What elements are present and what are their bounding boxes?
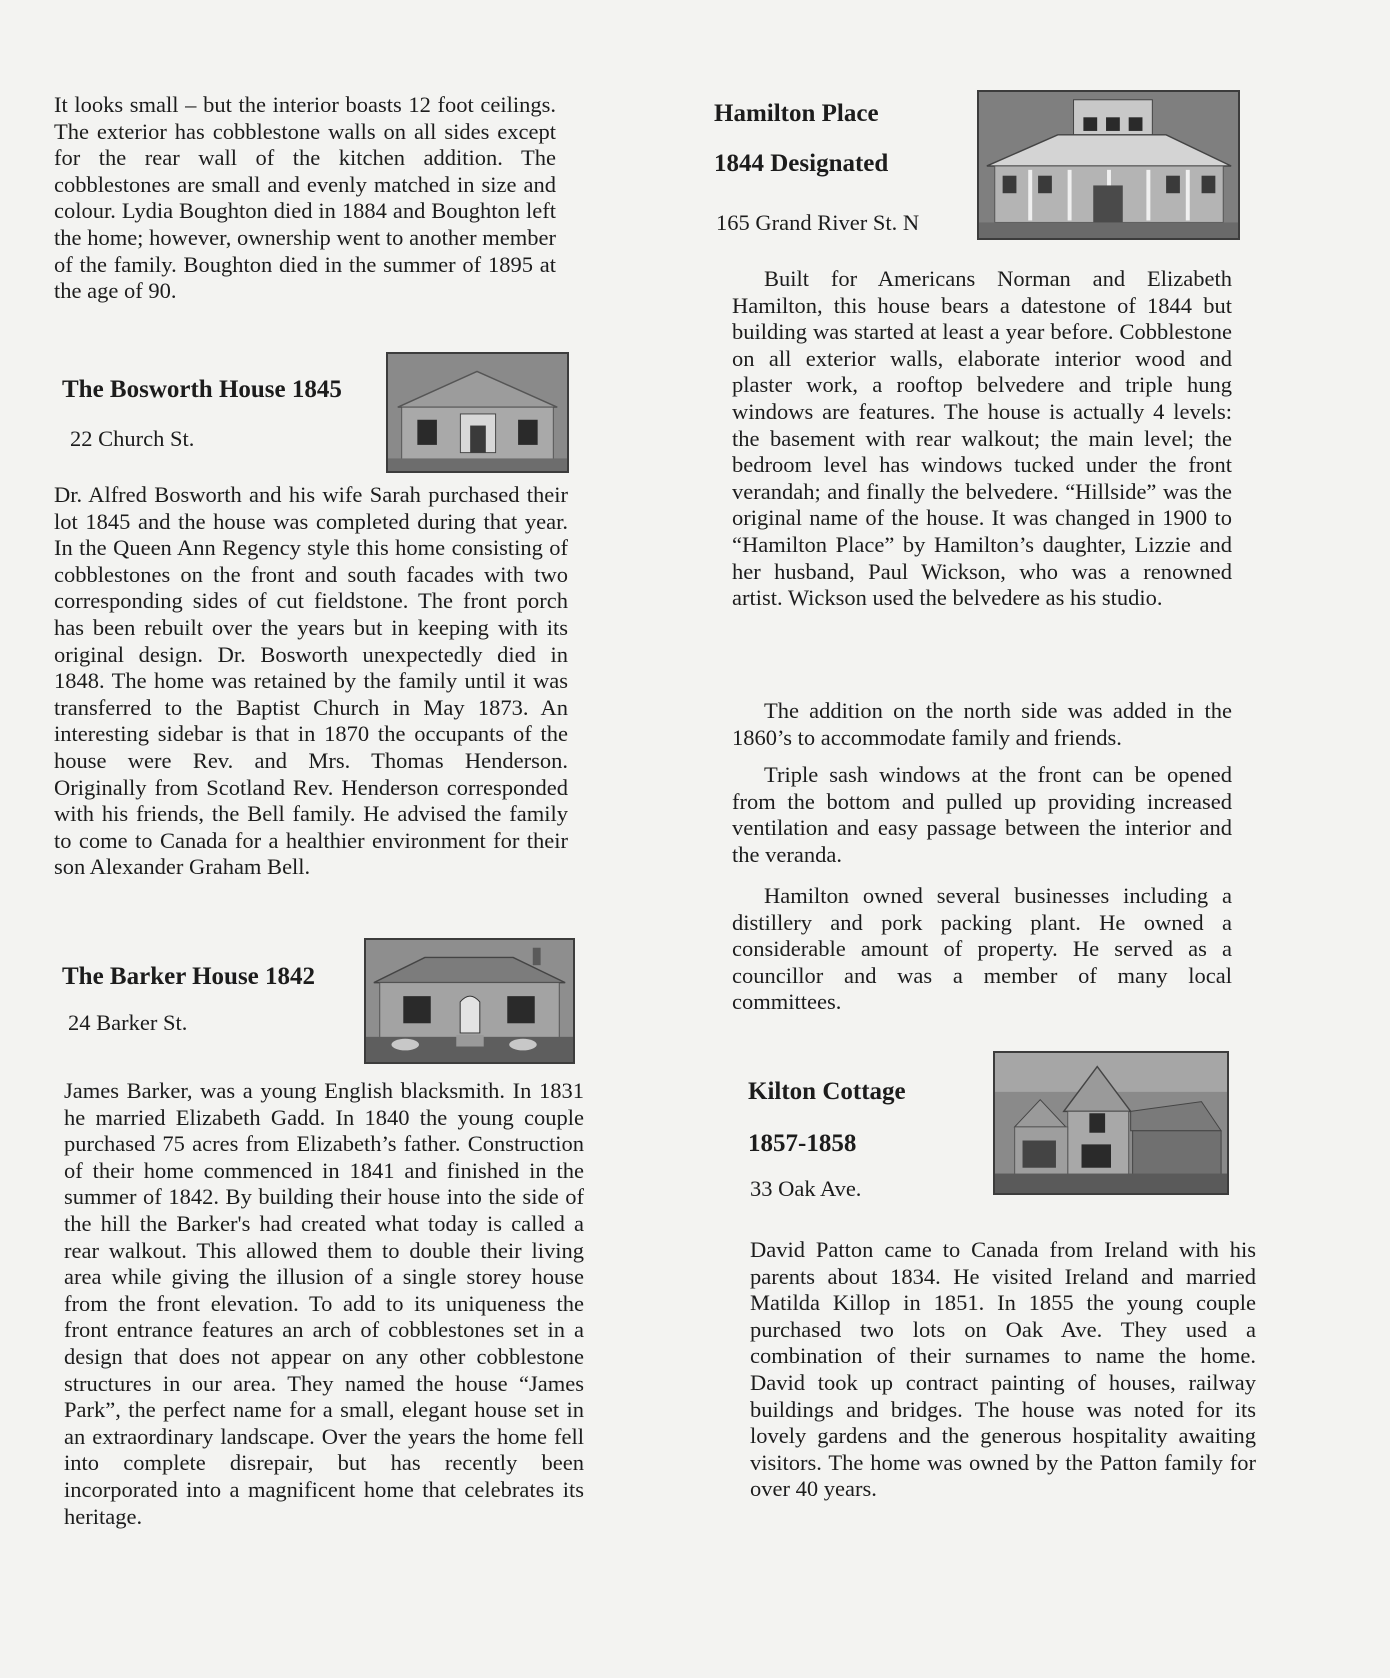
kilton-paragraph: David Patton came to Canada from Ireland with his parents about 1834. He visited Ireland and married Matilda Killop in 1851. In 1855 the young couple purchased two lots on Oak Ave. They used a combination of their surnames to name the home. David took up contract painting of houses, railway buildings and bridges. The house was noted for its lovely gardens and the generous hospitality awaiting visitors. The home was owned by the Patton family for over 40 years. — [750, 1237, 1256, 1502]
hamilton-place-photo — [977, 90, 1240, 240]
barker-paragraph: James Barker, was a young English blacksmith. In 1831 he married Elizabeth Gadd. In 1840 the young couple purchased 75 acres from Elizabeth’s father. Construction of their home commenced in 1841 and finished in the summer of 1842. By building their house into the side of the hill the Barker's had created what today is called a rear walkout. This allowed them to double their living area while giving the illusion of a single storey house from the front elevation. To add to its uniqueness the front entrance features an arch of cobblestones set in a design that does not appear on any other cobblestone structures in our area. They named the house “James Park”, the perfect name for a small, elegant house set in an extraordinary landscape. Over the years the home fell into complete disrepair, but has recently been incorporated into a magnificent home that celebrates its heritage. — [64, 1078, 584, 1529]
hamilton-address: 165 Grand River St. N — [716, 210, 920, 235]
hamilton-subtitle: 1844 Designated — [714, 150, 889, 177]
kilton-title: Kilton Cottage — [748, 1078, 906, 1105]
kilton-cottage-photo — [993, 1051, 1229, 1195]
bosworth-title: The Bosworth House 1845 — [62, 376, 342, 403]
hamilton-title: Hamilton Place — [714, 100, 879, 127]
hamilton-paragraph-2: The addition on the north side was added in the 1860’s to accommodate family and friends. — [732, 698, 1232, 750]
bosworth-address: 22 Church St. — [70, 426, 195, 451]
hamilton-paragraph-3: Triple sash windows at the front can be opened from the bottom and pulled up providing increased ventilation and easy passage between the interior and the veranda. — [732, 762, 1232, 867]
hamilton-paragraph-1: Built for Americans Norman and Elizabeth Hamilton, this house bears a datestone of 1844 but building was started at least a year before. Cobblestone on all exterior walls, elaborate interior wood and plaster work, a rooftop belvedere and triple hung windows are features. The house is actually 4 levels: the basement with rear walkout; the main level; the bedroom level has windows tucked under the front verandah; and finally the belvedere. “Hillside” was the original name of the house. It was changed in 1900 to “Hamilton Place” by Hamilton’s daughter, Lizzie and her husband, Paul Wickson, who was a renowned artist. Wickson used the belvedere as his studio. — [732, 266, 1232, 611]
bosworth-house-photo — [386, 352, 569, 473]
bosworth-paragraph: Dr. Alfred Bosworth and his wife Sarah purchased their lot 1845 and the house was completed during that year. In the Queen Ann Regency style this home consisting of cobblestones on the front and south facades with two corresponding sides of cut fieldstone. The front porch has been rebuilt over the years but in keeping with its original design. Dr. Bosworth unexpectedly died in 1848. The home was retained by the family until it was transferred to the Baptist Church in May 1873. An interesting sidebar is that in 1870 the occupants of the house were Rev. and Mrs. Thomas Henderson. Originally from Scotland Rev. Henderson corresponded with his friends, the Bell family. He advised the family to come to Canada for a healthier environment for their son Alexander Graham Bell. — [54, 482, 568, 880]
barker-title: The Barker House 1842 — [62, 963, 316, 990]
hamilton-paragraph-4: Hamilton owned several businesses including a distillery and pork packing plant. He owned a considerable amount of property. He served as a councillor and was a member of many local committees. — [732, 883, 1232, 1015]
kilton-address: 33 Oak Ave. — [750, 1176, 862, 1201]
intro-paragraph: It looks small – but the interior boasts 12 foot ceilings. The exterior has cobblestone walls on all sides except for the rear wall of the kitchen addition. The cobblestones are small and evenly matched in size and colour. Lydia Boughton died in 1884 and Boughton left the home; however, ownership went to another member of the family. Boughton died in the summer of 1895 at the age of 90. — [54, 92, 556, 304]
barker-house-photo — [364, 938, 575, 1064]
barker-address: 24 Barker St. — [68, 1010, 188, 1035]
kilton-subtitle: 1857-1858 — [748, 1130, 857, 1157]
